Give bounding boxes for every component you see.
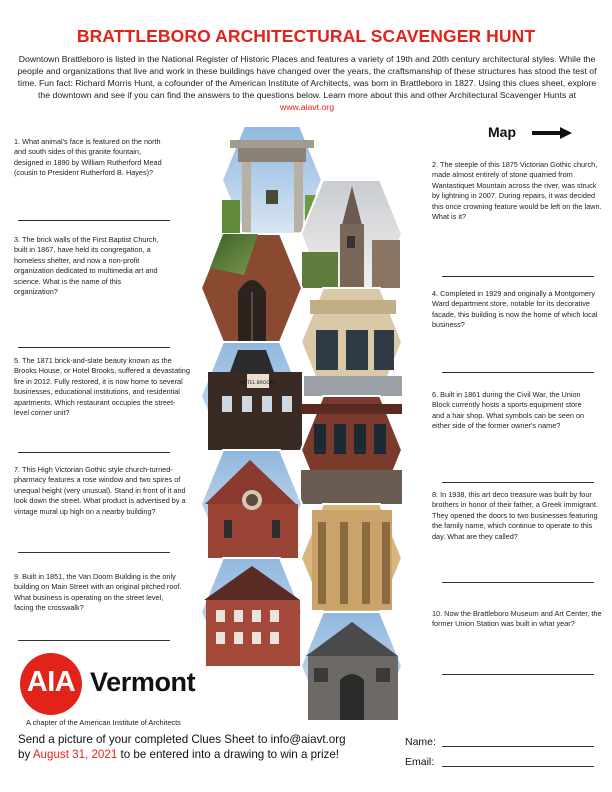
photo-hotel-brooks xyxy=(201,342,302,450)
deadline-date: August 31, 2021 xyxy=(32,747,118,761)
question-10: 10. Now the Brattleboro Museum and Art Center, the former Union Station was built in what year? xyxy=(432,609,602,629)
photo-stone-church xyxy=(301,180,402,288)
aia-vermont-logo xyxy=(20,653,210,717)
email-field[interactable] xyxy=(442,766,594,767)
question-3: 3. The brick walls of the First Baptist Church, built in 1867, have held its congregation, a homeless shelter, and now a non-profit organization dedicated to multimedia art and science. What is the name of this organization? xyxy=(14,235,159,297)
map-label: Map xyxy=(488,124,516,140)
photo-art-deco-building xyxy=(301,504,402,612)
question-8: 8. In 1938, this art deco treasure was built by four brothers in honor of their father, a Greek immigrant. They opened the doors to two businesses featuring the family name, which continue to operate to this day. What are they called? xyxy=(432,490,598,541)
photo-art-deco-facade xyxy=(301,288,402,396)
photo-museum-union-station xyxy=(301,612,402,720)
question-4: 4. Completed in 1929 and originally a Montgomery Ward department store, notable for its decorative facade, this building is now the home of which local business? xyxy=(432,289,598,330)
question-2: 2. The steeple of this 1875 Victorian Gothic church, made almost entirely of stone quarried from Wantastiquet Mountain across the river, was struck by lightning in 2007. During repairs, it was decided this once crowning feature would be left on the lawn. What is it? xyxy=(432,160,602,222)
chapter-tagline: A chapter of the American Institute of Architects xyxy=(26,718,181,727)
email-label: Email: xyxy=(405,756,435,768)
hotel-brooks-sign: HOTEL BROOKS xyxy=(240,381,276,386)
question-1: 1. What animal's face is featured on the north and south sides of this granite fountain, designed in 1890 by William Rutherford Mead (cousin to President Rutherford B. Hayes)? xyxy=(14,137,162,178)
photo-van-doorn-building xyxy=(201,558,302,666)
aia-logo-text: AIA xyxy=(26,666,76,698)
question-7: 7. This High Victorian Gothic style church-turned-pharmacy features a rose window and two spires of unequal height (very unusual). Stand in front of it and look down the street. What product is advertised by a vintage mural up high on a nearby building? xyxy=(14,465,186,516)
submission-line-2 xyxy=(18,748,398,763)
submission-by: by xyxy=(18,747,33,761)
photo-pharmacy-church xyxy=(201,450,302,558)
submission-instructions xyxy=(18,733,398,762)
website-link[interactable]: www.aiavt.org xyxy=(279,102,335,112)
photo-union-block xyxy=(301,396,402,504)
name-field[interactable] xyxy=(442,746,594,747)
question-9: 9. Built in 1851, the Van Doorn Building is the only building on Main Street with an original pitched roof. What business is operating on the street level, facing the crosswalk? xyxy=(14,572,182,613)
submission-line-1: Send a picture of your completed Clues Sheet to info@aiavt.org xyxy=(18,733,346,746)
question-5: 5. The 1871 brick-and-slate beauty known as the Brooks House, or Hotel Brooks, suffered a devastating fire in 2012. Fully restored, it is now home to several businesses, educational institutions, and residential apartments. Which restaurant occupies the street-level corner unit? xyxy=(14,356,190,418)
intro-text: Downtown Brattleboro is listed in the National Register of Historic Places and features a variety of 19th and 20th century architectural styles. While the people and organizations that live and work in these buildings have changed over the years, the craftsmanship of these structures has stood the test of time. Fun fact: Richard Morris Hunt, a cofounder of the American Institute of Architects, was born in Brattleboro in 1827. Using this clues sheet, explore the downtown and see if you can find the answers to the questions below. Learn more about this and other Architectural Scavenger Hunts at xyxy=(17,54,597,100)
question-6: 6. Built in 1861 during the Civil War, the Union Block currently hosts a sports equipment store and a hair shop. What symbols can be seen on either side of the former owner's name? xyxy=(432,390,585,431)
photo-brick-baptist-church xyxy=(201,234,302,342)
submission-rest: to be entered into a drawing to win a prize! xyxy=(117,747,339,761)
page-title: BRATTLEBORO ARCHITECTURAL SCAVENGER HUNT xyxy=(76,26,536,46)
vermont-logo-text: Vermont xyxy=(90,667,196,697)
name-label: Name: xyxy=(405,736,436,748)
